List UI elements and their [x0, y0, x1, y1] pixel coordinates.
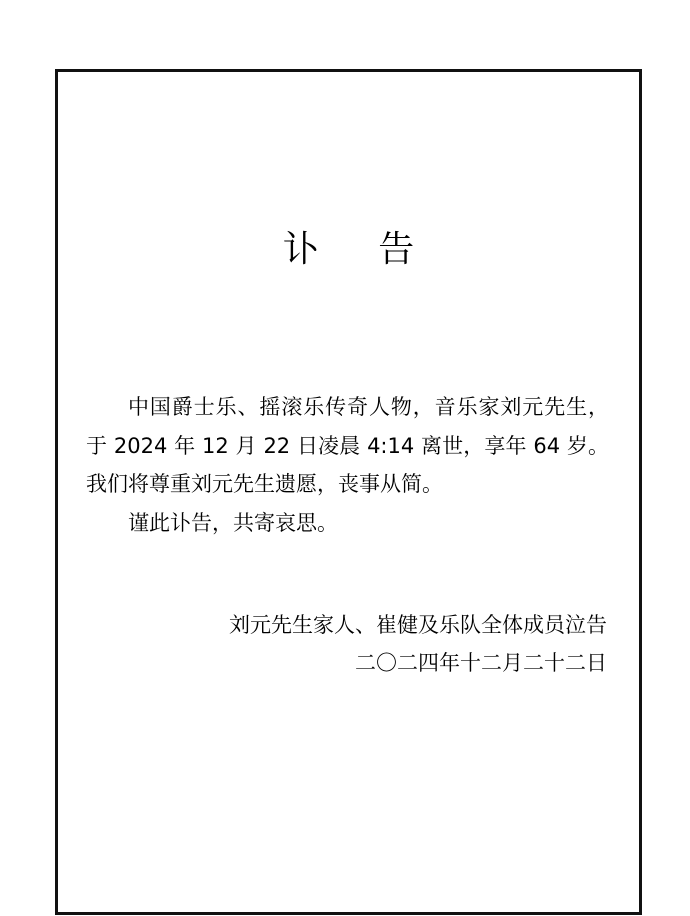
- notice-border-frame: [55, 69, 642, 915]
- notice-title: 讣 告: [282, 229, 439, 270]
- notice-paragraph-closing: 谨此讣告，共寄哀思。: [128, 510, 338, 535]
- notice-signature: [229, 606, 607, 682]
- notice-body: [86, 388, 609, 542]
- notice-paragraph-main: 中国爵士乐、摇滚乐传奇人物，音乐家刘元先生，于 2024 年 12 月 22 日凌晨 4:14 离世，享年 64 岁。我们将尊重刘元先生遗愿，丧事从简。: [86, 395, 609, 496]
- signature-issuer: 刘元先生家人、崔健及乐队全体成员泣告: [229, 613, 607, 637]
- signature-date: 二〇二四年十二月二十二日: [355, 651, 607, 675]
